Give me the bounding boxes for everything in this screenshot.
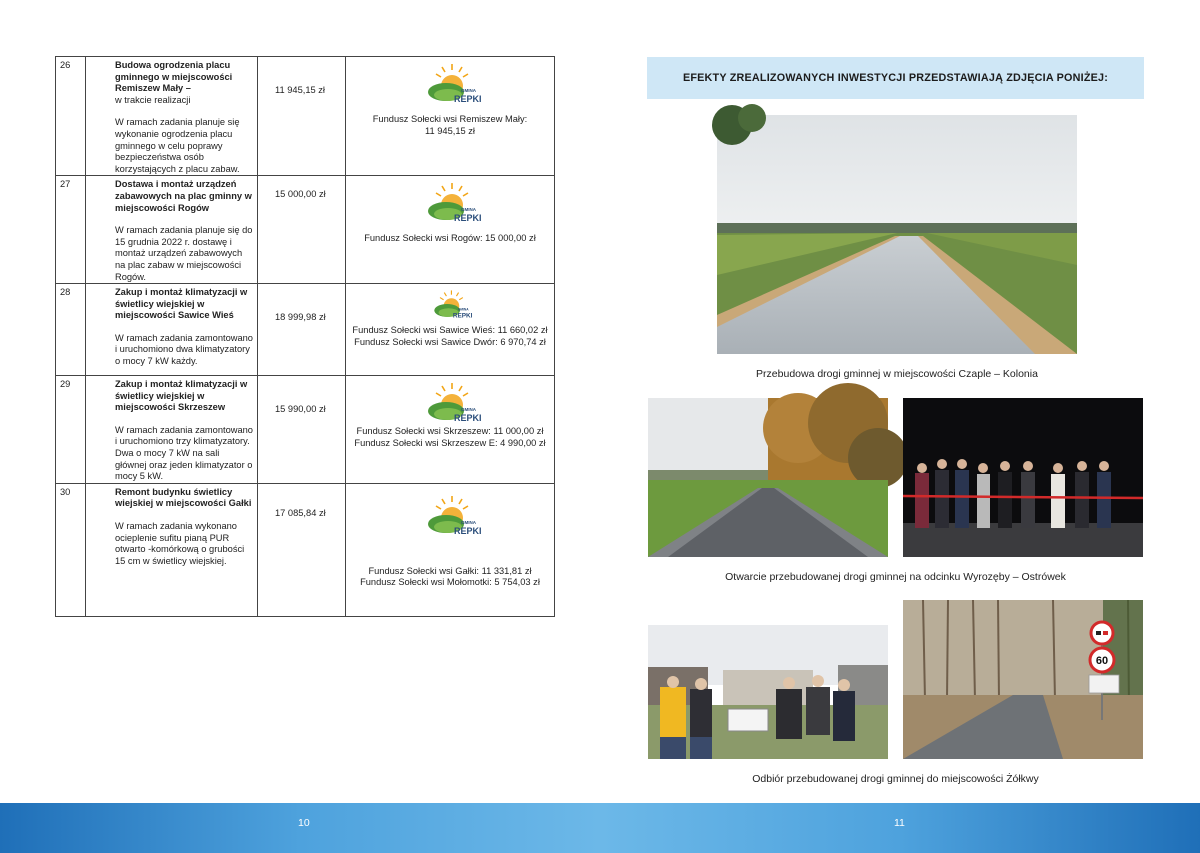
gmina-repki-logo xyxy=(422,494,482,536)
funding-line: Fundusz Sołecki wsi Mołomotki: 5 754,03 zł xyxy=(360,577,540,588)
photo-ribbon-cutting xyxy=(903,398,1143,557)
investment-table xyxy=(55,56,555,617)
task-title: Zakup i montaż klimatyzacji w świetlicy wiejskiej w miejscowości Sawice Wieś xyxy=(115,287,248,321)
task-description: W ramach zadania zamontowano i uruchomiono trzy klimatyzatory. Dwa o mocy 7 kW na sali głównej oraz jeden klimatyzator o mocy 5 kW. xyxy=(115,424,253,482)
logo-small-text: GMINA xyxy=(461,519,476,525)
table-row xyxy=(56,376,555,484)
task-cell xyxy=(86,284,258,376)
table-row xyxy=(56,483,555,616)
section-banner: EFEKTY ZREALIZOWANYCH INWESTYCJI PRZEDSTAWIAJĄ ZDJĘCIA PONIŻEJ: xyxy=(647,57,1144,99)
logo-small-text: GMINA xyxy=(457,307,469,312)
logo-small-text: GMINA xyxy=(461,88,476,93)
funding-cell xyxy=(346,376,555,484)
task-description: W ramach zadania planuje się do 15 grudnia 2022 r. dostawę i montaż urządzeń zabawowych na plac zabaw w miejscowości Rogów. xyxy=(115,225,253,282)
funding-line: 11 945,15 zł xyxy=(425,125,475,136)
page-number-left: 10 xyxy=(298,817,310,829)
row-number: 29 xyxy=(56,376,86,484)
gmina-repki-logo xyxy=(422,62,482,104)
task-cost: 18 999,98 zł xyxy=(258,284,346,376)
logo-name-text: REPKI xyxy=(454,413,482,424)
row-number: 26 xyxy=(56,57,86,176)
task-title: Zakup i montaż klimatyzacji w świetlicy wiejskiej w miejscowości Skrzeszew xyxy=(115,379,248,413)
task-title: Budowa ogrodzenia placu gminnego w miejscowości Remiszew Mały – xyxy=(115,60,233,94)
speed-sign-text: 60 xyxy=(1095,655,1109,667)
task-status: w trakcie realizacji xyxy=(115,94,191,105)
row-number: 28 xyxy=(56,284,86,376)
gmina-repki-logo xyxy=(422,181,482,224)
logo-name-text: REPKI xyxy=(454,94,482,104)
photo-caption: Otwarcie przebudowanej drogi gminnej na odcinku Wyrozęby – Ostrówek xyxy=(725,571,1066,583)
footer-bar xyxy=(0,803,1200,853)
task-title: Remont budynku świetlicy wiejskiej w miejscowości Gałki xyxy=(115,486,252,509)
task-cost: 11 945,15 zł xyxy=(258,57,346,176)
table-row xyxy=(56,57,555,176)
funding-line: Fundusz Sołecki wsi Sawice Wieś: 11 660,02 zł Fundusz Sołecki wsi Sawice Dwór: 6 970,74 zł xyxy=(352,325,548,347)
task-description: W ramach zadania planuje się wykonanie ogrodzenia placu gminnego w celu poprawy bezpieczeństwa osób korzystających z placu zabaw. xyxy=(115,117,240,174)
task-cost: 17 085,84 zł xyxy=(258,483,346,616)
logo-name-text: REPKI xyxy=(454,213,482,224)
logo-name-text: REPKI xyxy=(454,525,482,536)
logo-small-text: GMINA xyxy=(461,207,476,213)
task-cell xyxy=(86,483,258,616)
funding-cell xyxy=(346,483,555,616)
task-cost: 15 000,00 zł xyxy=(258,176,346,284)
funding-cell xyxy=(346,176,555,284)
table-row xyxy=(56,284,555,376)
photo-road-czaple xyxy=(717,115,1077,354)
photo-road-zolkwy xyxy=(903,600,1143,759)
funding-cell xyxy=(346,284,555,376)
page-number-right: 11 xyxy=(894,817,905,829)
gmina-repki-logo xyxy=(430,289,473,320)
funding-line: Fundusz Sołecki wsi Skrzeszew: 11 000,00 zł xyxy=(356,426,544,437)
task-cell xyxy=(86,57,258,176)
photo-caption: Odbiór przebudowanej drogi gminnej do miejscowości Żółkwy xyxy=(752,773,1039,785)
photo-caption: Przebudowa drogi gminnej w miejscowości Czaple – Kolonia xyxy=(756,368,1038,380)
logo-small-text: GMINA xyxy=(461,407,476,413)
funding-cell xyxy=(346,57,555,176)
logo-name-text: REPKI xyxy=(452,312,473,320)
task-title: Dostawa i montaż urządzeń zabawowych na plac gminny w miejscowości Rogów xyxy=(115,179,252,213)
task-cell xyxy=(86,176,258,284)
task-description: W ramach zadania zamontowano i uruchomiono dwa klimatyzatory o mocy 7 kW każdy. xyxy=(115,332,253,367)
funding-line: Fundusz Sołecki wsi Remiszew Mały: xyxy=(372,114,528,124)
task-cost: 15 990,00 zł xyxy=(258,376,346,484)
task-cell xyxy=(86,376,258,484)
row-number: 30 xyxy=(56,483,86,616)
funding-line: Fundusz Sołecki wsi Skrzeszew E: 4 990,00 zł xyxy=(354,437,546,448)
task-description: W ramach zadania wykonano ocieplenie sufitu pianą PUR otwarto -komórkową o grubości 15 cm w świetlicy wiejskiej. xyxy=(115,521,245,566)
photo-road-wyrozeby xyxy=(648,398,888,557)
table-row xyxy=(56,176,555,284)
row-number: 27 xyxy=(56,176,86,284)
funding-line: Fundusz Sołecki wsi Rogów: 15 000,00 zł xyxy=(364,233,536,244)
photo-acceptance-group xyxy=(648,625,888,759)
gmina-repki-logo xyxy=(422,381,482,424)
funding-line: Fundusz Sołecki wsi Gałki: 11 331,81 zł xyxy=(368,565,532,576)
